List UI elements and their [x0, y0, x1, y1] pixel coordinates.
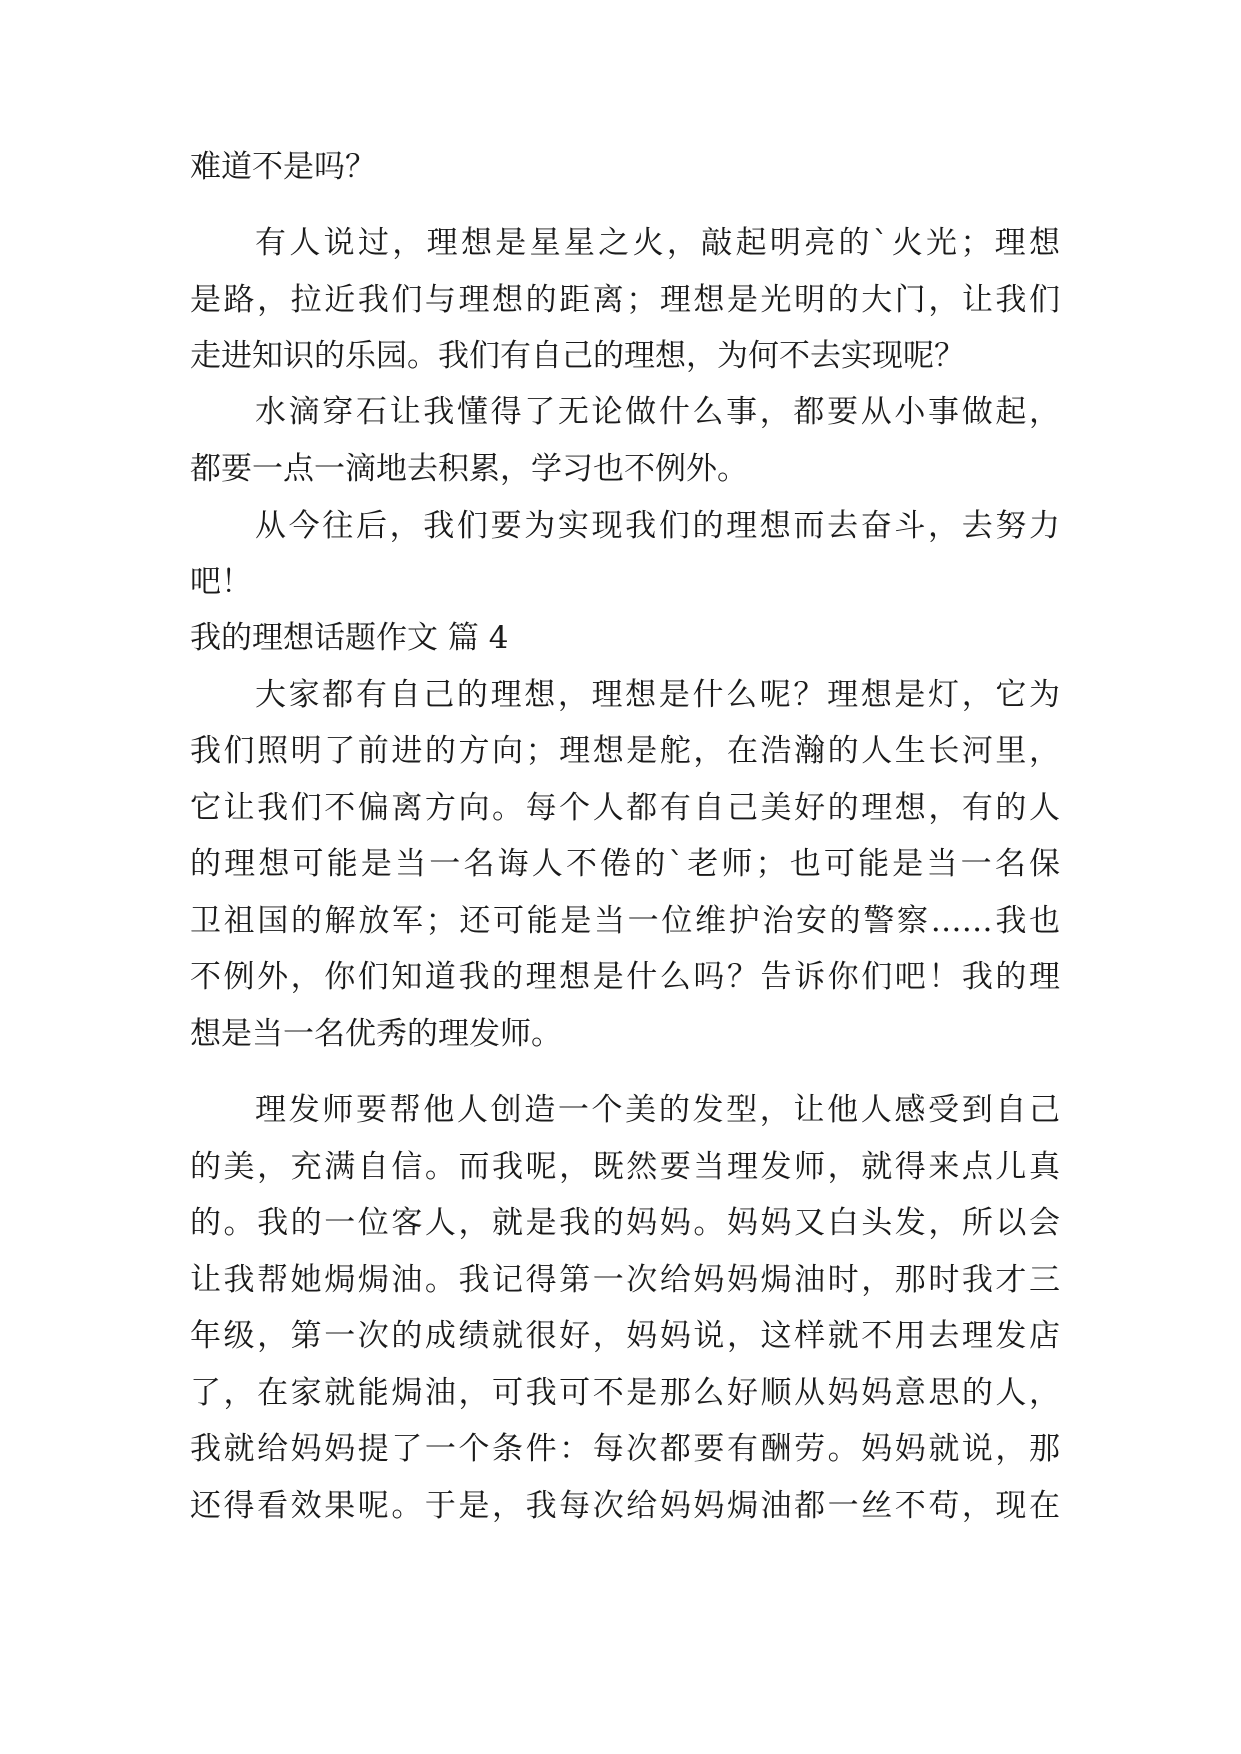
section-heading: 我的理想话题作文 篇 4	[190, 620, 509, 656]
text-line: 想是当一名优秀的理发师。	[190, 1016, 562, 1052]
text-line: 卫祖国的解放军；还可能是当一位维护治安的警察……我也	[190, 903, 1060, 939]
text-line: 难道不是吗？	[190, 149, 376, 185]
text-line: 让我帮她焗焗油。我记得第一次给妈妈焗油时，那时我才三	[190, 1262, 1060, 1298]
text-line: 不例外，你们知道我的理想是什么吗？告诉你们吧！我的理	[190, 959, 1060, 995]
text-line: 都要一点一滴地去积累，学习也不例外。	[190, 451, 748, 487]
text-line: 我们照明了前进的方向；理想是舵，在浩瀚的人生长河里，	[190, 733, 1060, 769]
text-line: 年级，第一次的成绩就很好，妈妈说，这样就不用去理发店	[190, 1318, 1060, 1354]
paragraph-first-line: 水滴穿石让我懂得了无论做什么事，都要从小事做起，	[255, 394, 1060, 430]
paragraph-first-line: 理发师要帮他人创造一个美的发型，让他人感受到自己	[255, 1092, 1060, 1128]
text-line: 的。我的一位客人，就是我的妈妈。妈妈又白头发，所以会	[190, 1205, 1060, 1241]
text-line: 我就给妈妈提了一个条件：每次都要有酬劳。妈妈就说，那	[190, 1431, 1060, 1467]
text-line: 走进知识的乐园。我们有自己的理想，为何不去实现呢？	[190, 338, 965, 374]
paragraph-first-line: 从今往后，我们要为实现我们的理想而去奋斗，去努力	[255, 508, 1060, 544]
text-line: 的美，充满自信。而我呢，既然要当理发师，就得来点儿真	[190, 1149, 1060, 1185]
paragraph-first-line: 大家都有自己的理想，理想是什么呢？理想是灯，它为	[255, 677, 1060, 713]
text-line: 它让我们不偏离方向。每个人都有自己美好的理想，有的人	[190, 790, 1060, 826]
paragraph-first-line: 有人说过，理想是星星之火，敲起明亮的`火光；理想	[255, 225, 1060, 261]
text-line: 的理想可能是当一名诲人不倦的`老师；也可能是当一名保	[190, 846, 1060, 882]
text-line: 是路，拉近我们与理想的距离；理想是光明的大门，让我们	[190, 282, 1060, 318]
text-line: 还得看效果呢。于是，我每次给妈妈焗油都一丝不苟，现在	[190, 1488, 1060, 1524]
text-line: 了，在家就能焗油，可我可不是那么好顺从妈妈意思的人，	[190, 1375, 1060, 1411]
text-line: 吧！	[190, 564, 252, 600]
